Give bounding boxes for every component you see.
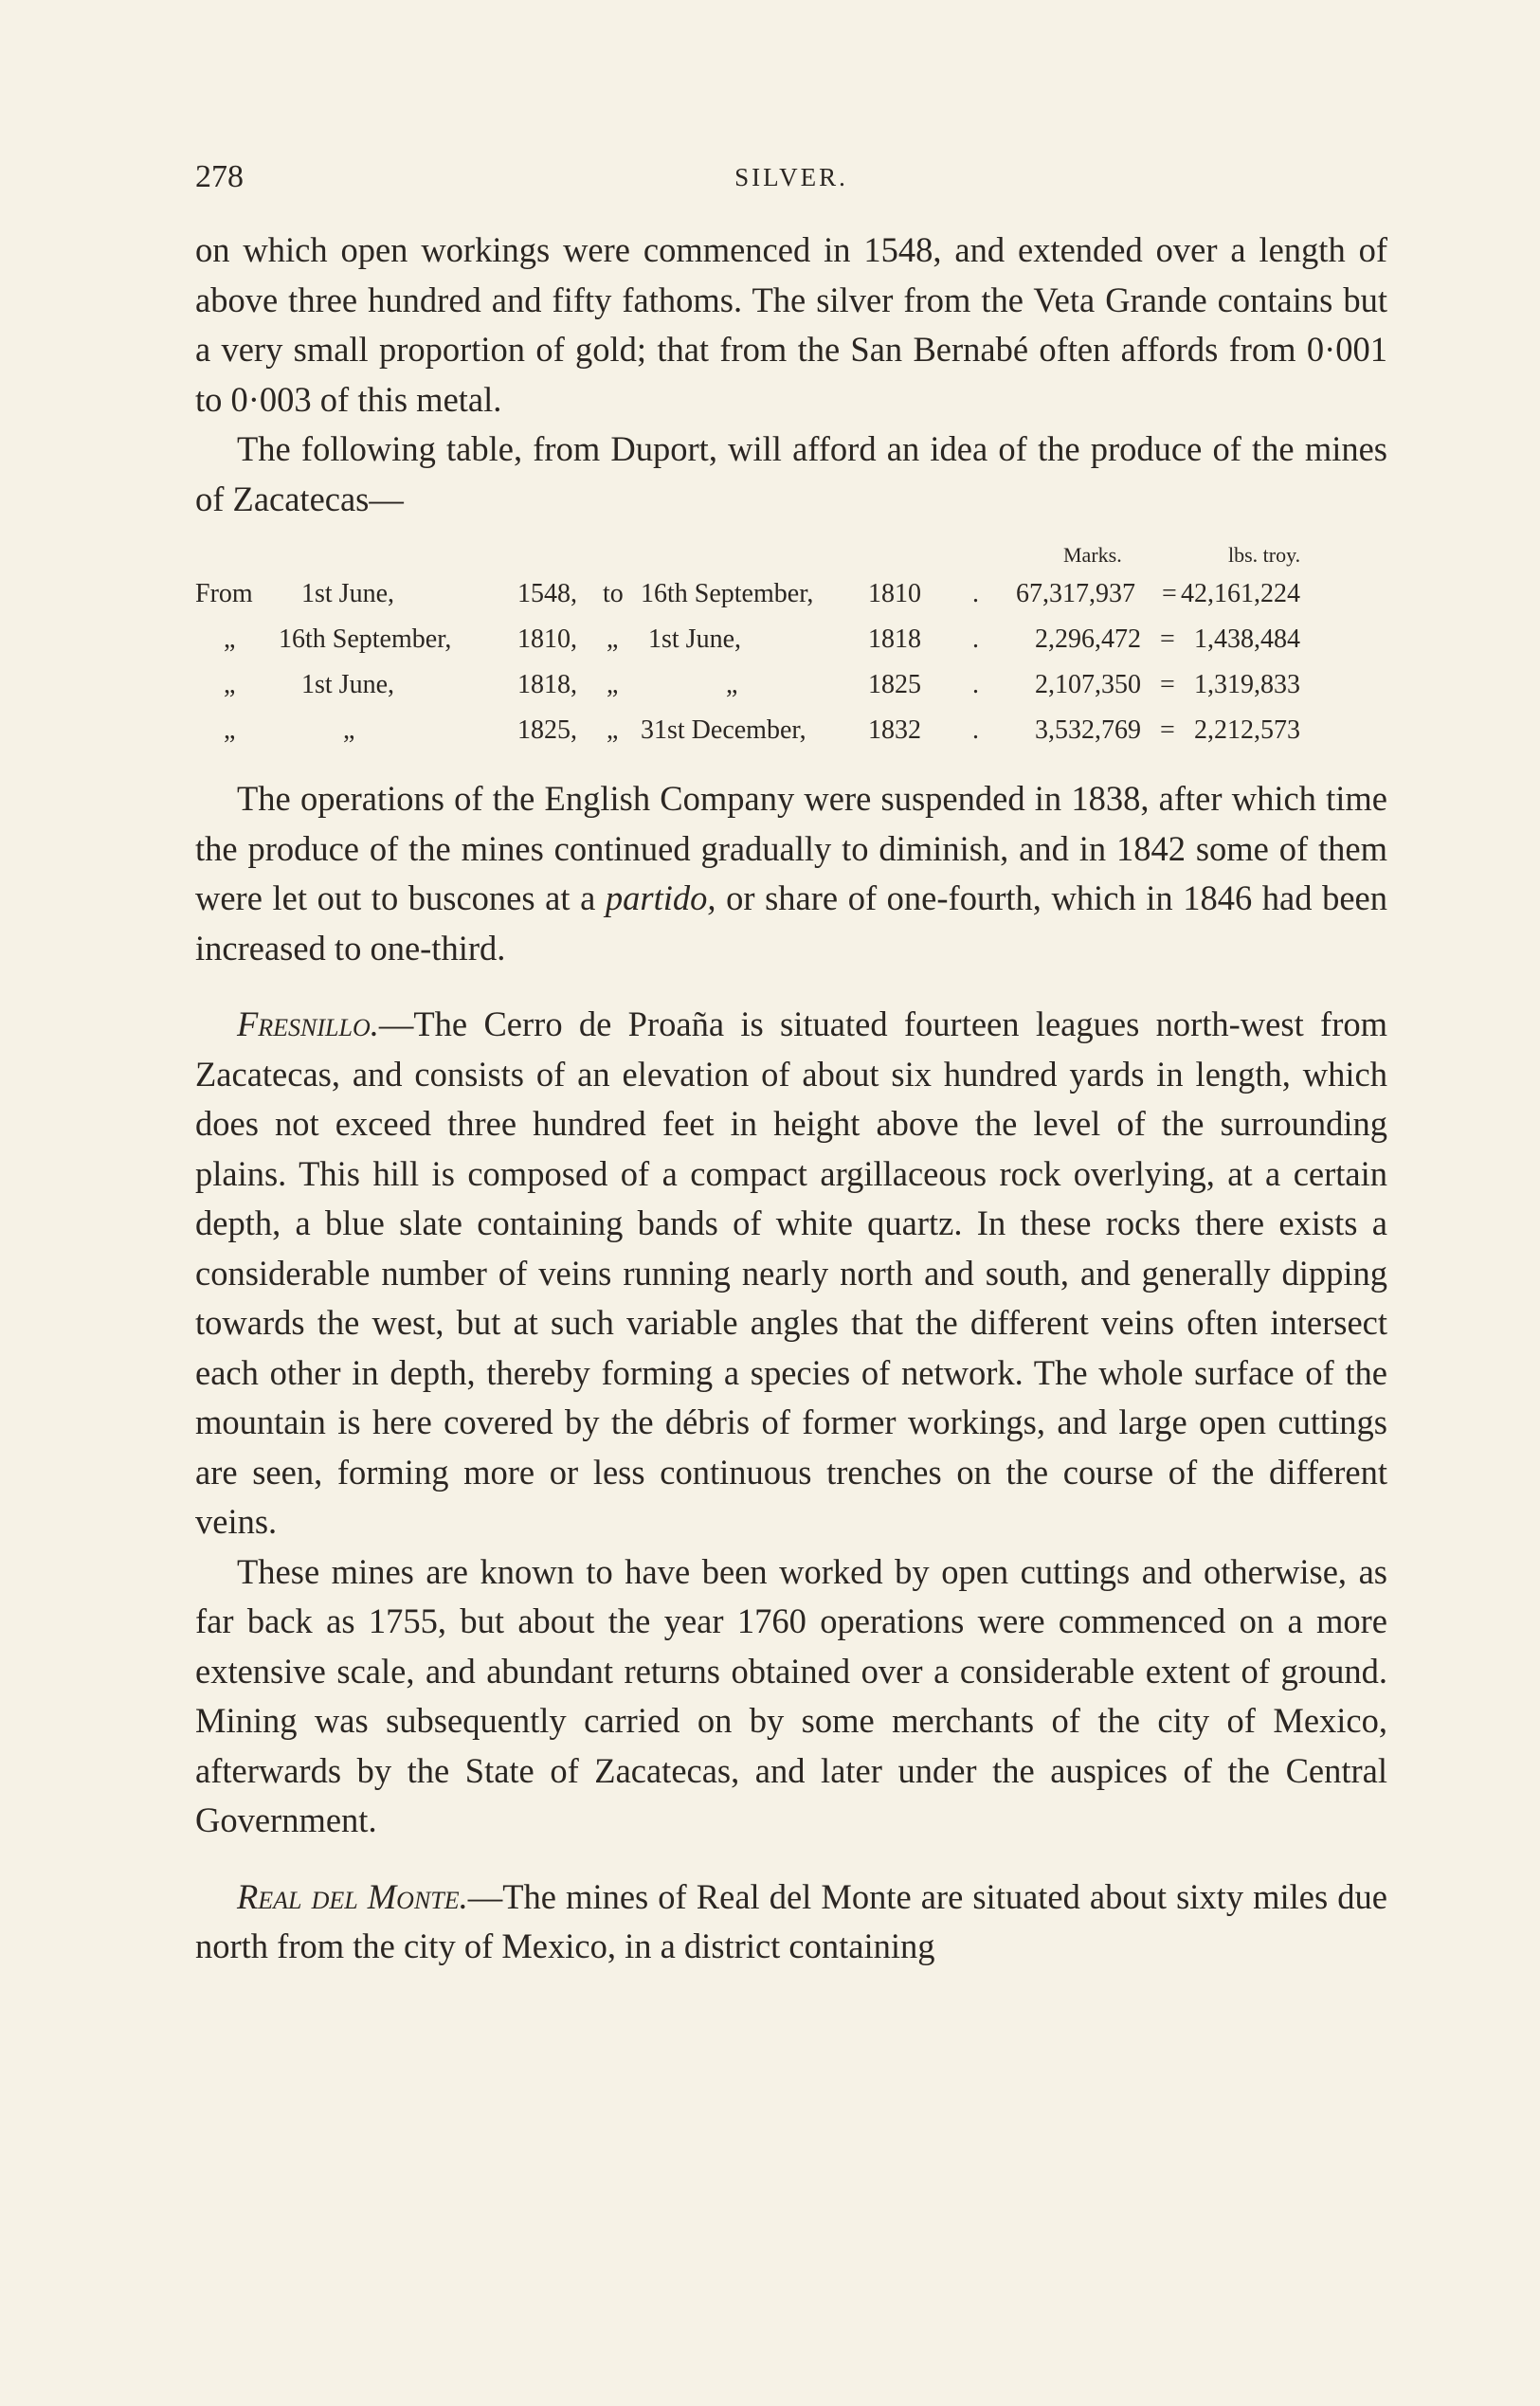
paragraph-3 (195, 774, 1387, 973)
paragraph-real-del-monte-text: —The mines of Real del Monte are situated about sixty miles due north from the city of Mexico, in a district containing (195, 1876, 1387, 1965)
row-to-date: 1st June, (648, 624, 741, 654)
row-to-date: „ (726, 670, 738, 699)
paragraph-3-text-c: or share of one-fourth, which in 1846 had been increased to one-third. (195, 878, 1387, 968)
row-to-year: 1825 (868, 670, 921, 699)
section-heading-fresnillo: Fresnillo. (237, 1004, 379, 1043)
row-from-year: 1825, (517, 715, 577, 745)
row-lbs: 2,212,573 (1194, 715, 1300, 745)
page-header (195, 159, 1387, 201)
row-dot: . (972, 715, 979, 745)
page-number: 278 (195, 159, 244, 194)
row-to: to (603, 579, 624, 608)
row-lbs: 1,319,833 (1194, 670, 1300, 699)
row-marks: 2,107,350 (1035, 670, 1141, 699)
table-header-lbs: lbs. troy. (1228, 543, 1301, 567)
row-prefix: „ (224, 715, 236, 745)
paragraph-1: on which open workings were commenced in 1548, and extended over a length of above three hundred and fifty fathoms. The silver from the Veta Grande contains but a very small proportion of gold; that from the San Bernabé often affords from 0·001 to 0·003 of this metal. (195, 230, 1387, 419)
row-lbs: 1,438,484 (1194, 624, 1300, 654)
paragraph-5: These mines are known to have been worked by open cuttings and otherwise, as far back as 1755, but about the year 1760 operations were commenced on a more extensive scale, and abundant returns obtained over a considerable extent of ground. Mining was subsequently carried on by some merchants of the city of Mexico, afterwards by the State of Zacatecas, and later under the auspices of the Central Government. (195, 1551, 1387, 1839)
section-heading-real-del-monte: Real del Monte. (237, 1876, 468, 1916)
paragraph-fresnillo-text: —The Cerro de Proaña is situated fourteen leagues north-west from Zacatecas, and consists of an elevation of about six hundred yards in length, which does not exceed three hundred feet in height above the level of the surrounding plains. This hill is composed of a compact argillaceous rock overlying, at a certain depth, a blue slate containing bands of white quartz. In these rocks there exists a considerable number of veins running nearly north and south, and generally dipping towards the west, but at such variable angles that the different veins often intersect each other in depth, thereby forming a species of network. The whole surface of the mountain is here covered by the débris of former workings, and large open cuttings are seen, forming more or less continuous trenches on the course of the different veins. (195, 1004, 1387, 1541)
row-to-date: 16th September, (641, 579, 814, 608)
row-to-year: 1810 (868, 579, 921, 608)
table-header-marks: Marks. (1063, 543, 1122, 567)
row-equals: = (1160, 624, 1175, 654)
running-head: SILVER. (734, 163, 848, 191)
row-from-date: „ (343, 715, 355, 745)
row-from-year: 1548, (517, 579, 577, 608)
row-marks: 3,532,769 (1035, 715, 1141, 745)
page-body (195, 226, 1387, 1972)
row-prefix: „ (224, 624, 236, 654)
row-dot: . (972, 624, 979, 654)
row-from-year: 1810, (517, 624, 577, 654)
row-from-date: 1st June, (301, 579, 394, 608)
row-marks: 2,296,472 (1035, 624, 1141, 654)
row-dot: . (972, 670, 979, 699)
paragraph-real-del-monte (195, 1872, 1387, 1972)
paragraph-fresnillo (195, 1000, 1387, 1547)
row-equals: = (1160, 715, 1175, 745)
paragraph-2: The following table, from Duport, will afford an idea of the produce of the mines of Zacatecas— (195, 429, 1387, 518)
partido-term: partido, (605, 878, 716, 917)
row-equals: = (1162, 579, 1177, 608)
row-prefix: „ (224, 670, 236, 699)
row-marks: 67,317,937 (1016, 579, 1135, 608)
row-from-year: 1818, (517, 670, 577, 699)
row-from-date: 1st June, (301, 670, 394, 699)
row-from-date: 16th September, (279, 624, 452, 654)
row-to-year: 1818 (868, 624, 921, 654)
paragraph-3-text-a: The operations of the English Company were suspended in 1838, after which time the produce of the mines continued gradually to diminish, and in 1842 some of them were let out to buscones at a (195, 779, 1387, 917)
row-dot: . (972, 579, 979, 608)
row-to-year: 1832 (868, 715, 921, 745)
row-equals: = (1160, 670, 1175, 699)
row-to: „ (607, 624, 619, 654)
row-to: „ (607, 715, 619, 745)
produce-table (195, 537, 1387, 745)
row-prefix: From (195, 579, 253, 608)
row-to-date: 31st December, (641, 715, 806, 745)
row-lbs: 42,161,224 (1181, 579, 1300, 608)
row-to: „ (607, 670, 619, 699)
